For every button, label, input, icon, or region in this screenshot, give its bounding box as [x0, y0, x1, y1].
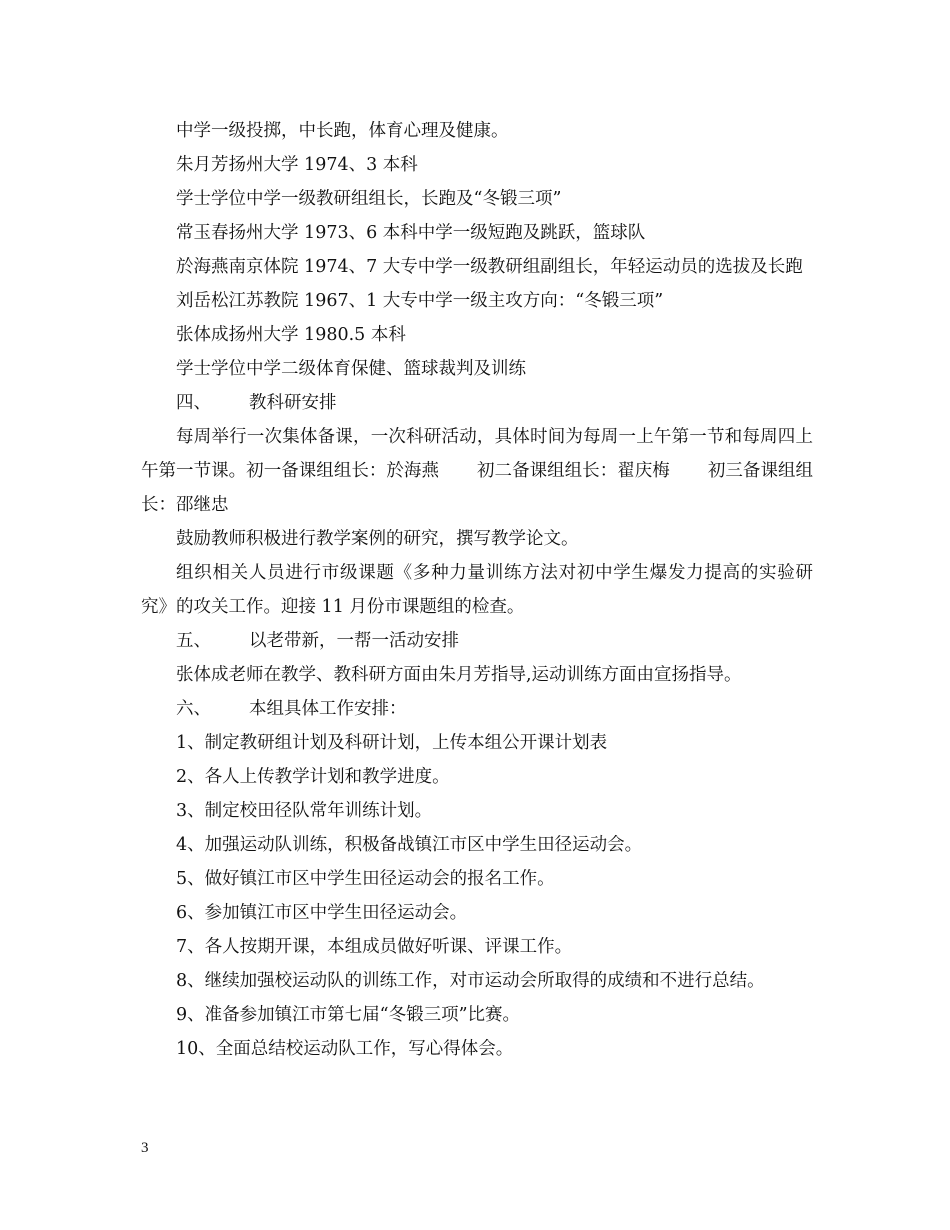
section-heading-5	[141, 624, 813, 658]
staff-line: 於海燕南京体院 1974、7 大专中学一级教研组副组长，年轻运动员的选拔及长跑	[176, 257, 803, 277]
section-number: 五、	[176, 631, 211, 651]
paragraph: 鼓励教师积极进行教学案例的研究，撰写教学论文。	[176, 529, 579, 549]
section-title: 本组具体工作安排：	[249, 699, 407, 719]
staff-line: 学士学位中学二级体育保健、篮球裁判及训练	[176, 359, 526, 379]
paragraph: 组织相关人员进行市级课题《多种力量训练方法对初中学生爆发力提高的实验研究》的攻关工作。迎接 11 月份市课题组的检查。	[141, 563, 813, 617]
paragraph: 张体成老师在教学、教科研方面由朱月芳指导,运动训练方面由宣扬指导。	[176, 665, 742, 685]
section-title: 以老带新，一帮一活动安排	[249, 631, 459, 651]
task-item: 10、全面总结校运动队工作，写心得体会。	[176, 1039, 514, 1059]
staff-line: 中学一级投掷，中长跑，体育心理及健康。	[176, 121, 509, 141]
document-body	[141, 114, 813, 1066]
staff-line: 常玉春扬州大学 1973、6 本科中学一级短跑及跳跃，篮球队	[176, 223, 646, 243]
task-item: 5、做好镇江市区中学生田径运动会的报名工作。	[176, 869, 555, 889]
staff-line: 刘岳松江苏教院 1967、1 大专中学一级主攻方向：“冬锻三项”	[176, 291, 664, 311]
section-title: 教科研安排	[249, 393, 337, 413]
task-item: 1、制定教研组计划及科研计划，上传本组公开课计划表	[176, 733, 608, 753]
task-item: 3、制定校田径队常年训练计划。	[176, 801, 433, 821]
page-number: 3	[141, 1140, 149, 1156]
staff-line: 朱月芳扬州大学 1974、3 本科	[176, 155, 418, 175]
task-item: 7、各人按期开课，本组成员做好听课、评课工作。	[176, 937, 573, 957]
task-item: 9、准备参加镇江市第七届“冬锻三项”比赛。	[176, 1005, 521, 1025]
task-item: 2、各人上传教学计划和教学进度。	[176, 767, 450, 787]
section-number: 四、	[176, 393, 211, 413]
staff-line: 学士学位中学一级教研组组长，长跑及“冬锻三项”	[176, 189, 562, 209]
section-number: 六、	[176, 699, 211, 719]
research-schedule-paragraph: 每周举行一次集体备课，一次科研活动，具体时间为每周一上午第一节和每周四上午第一节课。初一备课组组长：於海燕 初二备课组组长：翟庆梅 初三备课组组长：邵继忠	[141, 427, 813, 515]
task-item: 6、参加镇江市区中学生田径运动会。	[176, 903, 468, 923]
task-item: 4、加强运动队训练，积极备战镇江市区中学生田径运动会。	[176, 835, 643, 855]
section-heading-6	[141, 692, 813, 726]
task-item: 8、继续加强校运动队的训练工作，对市运动会所取得的成绩和不进行总结。	[176, 971, 765, 991]
section-heading-4	[141, 386, 813, 420]
staff-line: 张体成扬州大学 1980.5 本科	[176, 325, 406, 345]
